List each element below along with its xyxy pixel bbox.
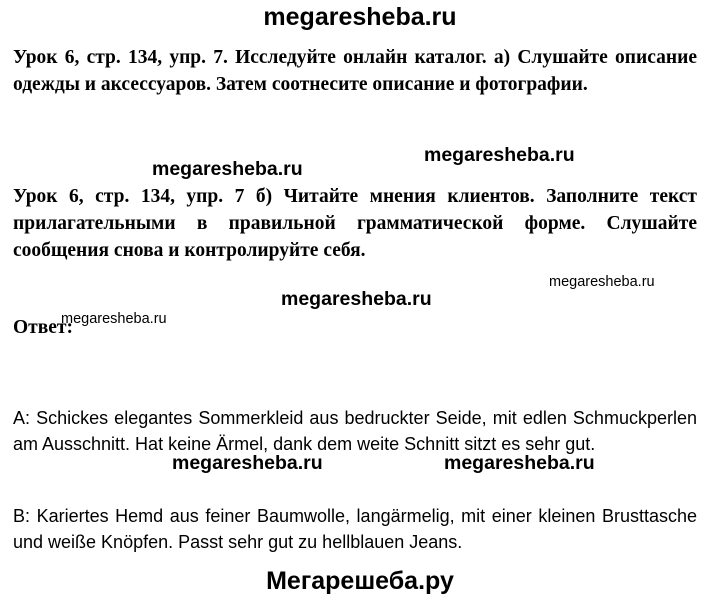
watermark: megaresheba.ru: [152, 158, 303, 180]
watermark: megaresheba.ru: [549, 274, 655, 290]
watermark: megaresheba.ru: [424, 144, 575, 166]
watermark: megaresheba.ru: [172, 452, 323, 474]
task-description-a: Урок 6, стр. 134, упр. 7. Исследуйте онлайн каталог. а) Слушайте описание одежды и аксессуаров. Затем соотнесите описание и фотографии.: [13, 47, 697, 95]
task-description-b: Урок 6, стр. 134, упр. 7 б) Читайте мнения клиентов. Заполните текст прилагательными в правильной грамматической форме. Слушайте сообщения снова и контролируйте себя.: [13, 186, 697, 261]
site-footer-title: Мегарешеба.ру: [266, 567, 454, 595]
watermark: megaresheba.ru: [444, 452, 595, 474]
watermark: megaresheba.ru: [281, 288, 432, 310]
answer-paragraph-b: B: Kariertes Hemd aus feiner Baumwolle, langärmelig, mit einer kleinen Brusttasche und weiße Knöpfen. Passt sehr gut zu hellblauen Jeans.: [13, 506, 697, 552]
watermark: megaresheba.ru: [61, 311, 167, 327]
answer-label: Ответ:: [13, 317, 74, 338]
site-header-title: megaresheba.ru: [263, 3, 457, 31]
answer-paragraph-a: A: Schickes elegantes Sommerkleid aus bedruckter Seide, mit edlen Schmuckperlen am Ausschnitt. Hat keine Ärmel, dank dem weite Schnitt sitzt es sehr gut.: [13, 408, 697, 454]
